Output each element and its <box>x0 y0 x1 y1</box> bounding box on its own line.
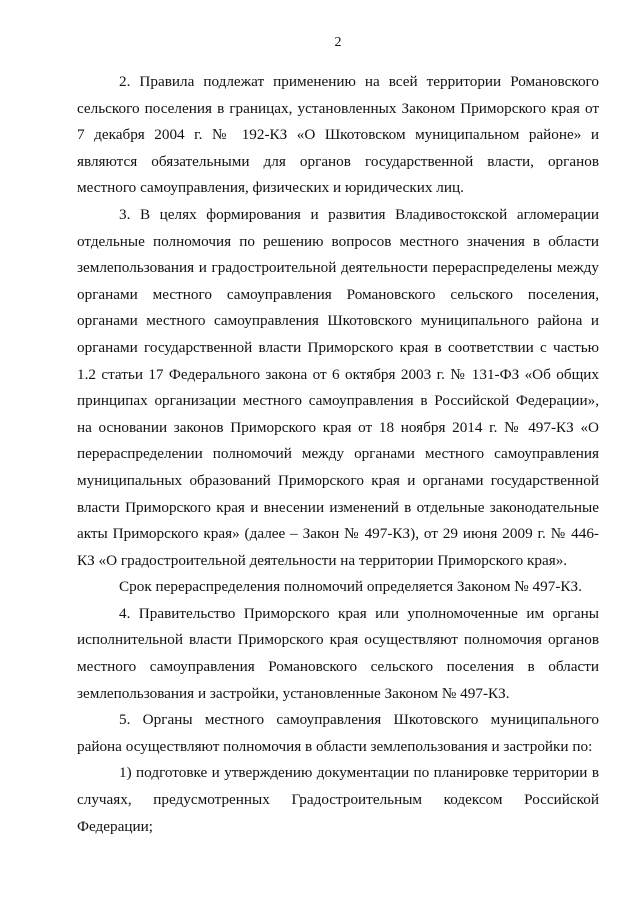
paragraph-2: 2. Правила подлежат применению на всей территории Романовского сельского поселения в границах, установленных Законом Приморского края от 7 декабря 2004 г. № 192-КЗ «О Шкотовском муниципальном районе» и являются обязательными для органов государственной власти, органов местного самоуправления, физических и юридических лиц. <box>77 73 599 197</box>
paragraph-4: 4. Правительство Приморского края или уполномоченные им органы исполнительной власти Приморского края осуществляют полномочия органов местного самоуправления Романовского сельского поселения в области землепользования и застройки, установленные Законом № 497-КЗ. <box>77 604 599 702</box>
paragraph-5: 5. Органы местного самоуправления Шкотовского муниципального района осуществляют полномочия в области землепользования и застройки по: <box>77 711 599 755</box>
paragraph-3: 3. В целях формирования и развития Владивостокской агломерации отдельные полномочия по решению вопросов местного значения в области землепользования и градостроительной деятельности перераспределены между органами местного самоуправления Романовского сельского поселения, органами местного самоуправления Шкотовского муниципального района и органами государственной власти Приморского края в соответствии с частью 1.2 статьи 17 Федерального закона от 6 октября 2003 г. № 131-ФЗ «Об общих принципах организации местного самоуправления в Российской Федерации», на основании законов Приморского края от 18 ноября 2014 г. № 497-КЗ «О перераспределении полномочий между органами местного самоуправления муниципальных образований Приморского края и органами государственной власти Приморского края и внесении изменений в отдельные законодательные акты Приморского края» (далее – Закон № 497-КЗ), от 29 июня 2009 г. № 446-КЗ «О градостроительной деятельности на территории Приморского края». <box>77 205 599 569</box>
paragraph-term: Срок перераспределения полномочий определяется Законом № 497-КЗ. <box>119 578 582 596</box>
page-number: 2 <box>334 35 342 50</box>
paragraph-5-item-1: 1) подготовке и утверждению документации по планировке территории в случаях, предусмотренных Градостроительным кодексом Российской Федерации; <box>77 764 599 835</box>
